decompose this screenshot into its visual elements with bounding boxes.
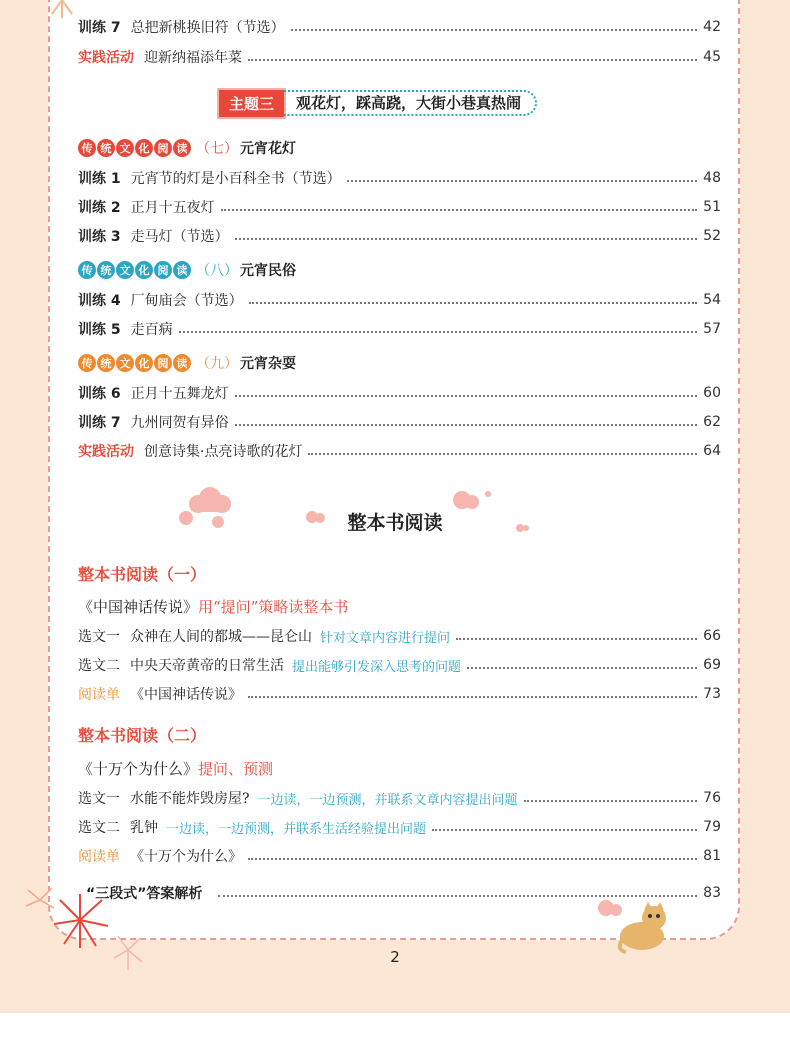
- row-page: 81: [703, 848, 721, 864]
- culture-section-head: [78, 351, 296, 375]
- leader-dots: [467, 667, 697, 669]
- row-page: 69: [703, 657, 721, 673]
- row-title: 正月十五舞龙灯: [130, 386, 229, 402]
- row-page: 54: [703, 292, 721, 308]
- toc-row[interactable]: [78, 15, 721, 39]
- section-title: 元宵花灯: [240, 141, 296, 157]
- badge-char: 统: [97, 139, 115, 157]
- row-title: 元宵节的灯是小百科全书（节选）: [130, 171, 341, 187]
- toc-row[interactable]: [78, 844, 721, 868]
- row-hint: 一边读，一边预测，并联系文章内容提出问题: [257, 792, 518, 808]
- leader-dots: [235, 424, 698, 426]
- row-label: 选文二: [78, 820, 120, 836]
- book-section-head: 整本书阅读（二）: [78, 726, 207, 745]
- row-title: 走百病: [130, 322, 173, 338]
- badge-char: 文: [116, 354, 134, 372]
- row-hint: 一边读，一边预测，并联系生活经验提出问题: [166, 821, 427, 837]
- badge-char: 阅: [154, 139, 172, 157]
- row-title: 九州同贺有异俗: [130, 415, 229, 431]
- toc-row[interactable]: [78, 195, 721, 219]
- section-number: （八）: [196, 263, 238, 279]
- row-page: 42: [703, 19, 721, 35]
- row-page: 48: [703, 170, 721, 186]
- row-title: 《十万个为什么》: [130, 849, 242, 865]
- book-reading-heading: 整本书阅读: [347, 512, 443, 534]
- row-page: 51: [703, 199, 721, 215]
- row-title: 《中国神话传说》: [130, 687, 242, 703]
- culture-badge: [78, 139, 192, 157]
- leader-dots: [221, 209, 698, 211]
- row-title: 众神在人间的都城——昆仑山: [130, 629, 312, 645]
- leader-dots: [347, 180, 698, 182]
- row-page: 45: [703, 49, 721, 65]
- row-label: 阅读单: [78, 687, 120, 703]
- toc-row[interactable]: [78, 439, 721, 463]
- badge-char: 化: [135, 139, 153, 157]
- toc-row[interactable]: [78, 381, 721, 405]
- row-label: 训练 5: [78, 322, 121, 338]
- toc-row[interactable]: [78, 166, 721, 190]
- row-page: 83: [703, 885, 721, 901]
- section-number: （九）: [196, 356, 238, 372]
- reading-strategy: 用“提问”策略读整本书: [198, 598, 349, 616]
- leader-dots: [248, 59, 697, 61]
- section-title: 元宵杂耍: [240, 356, 296, 372]
- toc-row[interactable]: [78, 624, 721, 648]
- row-page: 62: [703, 414, 721, 430]
- section-title: 元宵民俗: [240, 263, 296, 279]
- leader-dots: [432, 829, 697, 831]
- row-label: 选文一: [78, 791, 120, 807]
- row-hint: 提出能够引发深入思考的问题: [292, 659, 462, 675]
- bottom-band: [0, 1013, 790, 1059]
- toc-row[interactable]: [78, 786, 721, 810]
- row-label: 实践活动: [78, 444, 134, 460]
- row-title: 总把新桃换旧符（节选）: [130, 20, 285, 36]
- cat-mascot-icon: [596, 894, 676, 956]
- book-subtitle: [78, 596, 348, 617]
- badge-char: 统: [97, 261, 115, 279]
- leader-dots: [291, 29, 698, 31]
- row-label: 阅读单: [78, 849, 120, 865]
- row-label: “三段式”答案解析: [86, 886, 203, 902]
- leader-dots: [235, 238, 698, 240]
- row-title: 厂甸庙会（节选）: [130, 293, 243, 309]
- badge-char: 文: [116, 139, 134, 157]
- row-label: 训练 2: [78, 200, 121, 216]
- row-label: 选文二: [78, 658, 120, 674]
- section-number: （七）: [196, 141, 238, 157]
- row-page: 60: [703, 385, 721, 401]
- theme-banner: [217, 90, 537, 116]
- row-page: 79: [703, 819, 721, 835]
- badge-char: 读: [173, 261, 191, 279]
- culture-section-head: [78, 136, 296, 160]
- row-label: 选文一: [78, 629, 120, 645]
- toc-row[interactable]: [78, 288, 721, 312]
- row-page: 66: [703, 628, 721, 644]
- row-title: 乳钟: [130, 820, 158, 836]
- leader-dots: [179, 331, 698, 333]
- culture-section-head: [78, 258, 296, 282]
- book-section-head: 整本书阅读（一）: [78, 565, 207, 584]
- page-number: 2: [390, 948, 400, 966]
- badge-char: 阅: [154, 354, 172, 372]
- row-page: 73: [703, 686, 721, 702]
- badge-char: 传: [78, 261, 96, 279]
- row-hint: 针对文章内容进行提问: [320, 630, 451, 646]
- row-title: 迎新纳福添年菜: [144, 50, 242, 66]
- leader-dots: [524, 800, 698, 802]
- row-title: 走马灯（节选）: [130, 229, 229, 245]
- row-title: 创意诗集·点亮诗歌的花灯: [144, 444, 303, 460]
- badge-char: 统: [97, 354, 115, 372]
- theme-title: 观花灯，踩高跷，大街小巷真热闹: [284, 90, 537, 116]
- row-label: 训练 6: [78, 386, 121, 402]
- row-label: 训练 1: [78, 171, 121, 187]
- row-title: 正月十五夜灯: [130, 200, 215, 216]
- toc-row[interactable]: [78, 682, 721, 706]
- leader-dots: [308, 453, 697, 455]
- toc-row[interactable]: [78, 815, 721, 839]
- toc-row[interactable]: [78, 45, 721, 69]
- leader-dots: [248, 696, 697, 698]
- row-label: 训练 7: [78, 415, 121, 431]
- leader-dots: [249, 302, 698, 304]
- leader-dots: [456, 638, 697, 640]
- row-title: 水能不能炸毁房屋?: [130, 791, 250, 807]
- reading-strategy: 提问、预测: [198, 760, 274, 778]
- row-page: 57: [703, 321, 721, 337]
- badge-char: 读: [173, 354, 191, 372]
- badge-char: 化: [135, 354, 153, 372]
- firework-icon: [42, 0, 82, 20]
- leader-dots: [235, 395, 698, 397]
- row-label: 训练 7: [78, 20, 121, 36]
- row-label: 训练 3: [78, 229, 121, 245]
- row-page: 76: [703, 790, 721, 806]
- row-page: 64: [703, 443, 721, 459]
- badge-char: 阅: [154, 261, 172, 279]
- toc-row[interactable]: [78, 224, 721, 248]
- book-name: 《中国神话传说》: [78, 598, 199, 616]
- culture-badge: [78, 261, 192, 279]
- toc-row[interactable]: [78, 653, 721, 677]
- toc-row[interactable]: [78, 317, 721, 341]
- badge-char: 读: [173, 139, 191, 157]
- badge-char: 化: [135, 261, 153, 279]
- book-name: 《十万个为什么》: [78, 760, 199, 778]
- row-label: 实践活动: [78, 50, 134, 66]
- row-page: 52: [703, 228, 721, 244]
- row-label: 训练 4: [78, 293, 121, 309]
- theme-tag: 主题三: [217, 88, 286, 119]
- book-subtitle: [78, 758, 273, 779]
- badge-char: 传: [78, 354, 96, 372]
- leader-dots: [248, 858, 697, 860]
- toc-row[interactable]: [78, 410, 721, 434]
- badge-char: 文: [116, 261, 134, 279]
- row-title: 中央天帝黄帝的日常生活: [130, 658, 284, 674]
- badge-char: 传: [78, 139, 96, 157]
- culture-badge: [78, 354, 192, 372]
